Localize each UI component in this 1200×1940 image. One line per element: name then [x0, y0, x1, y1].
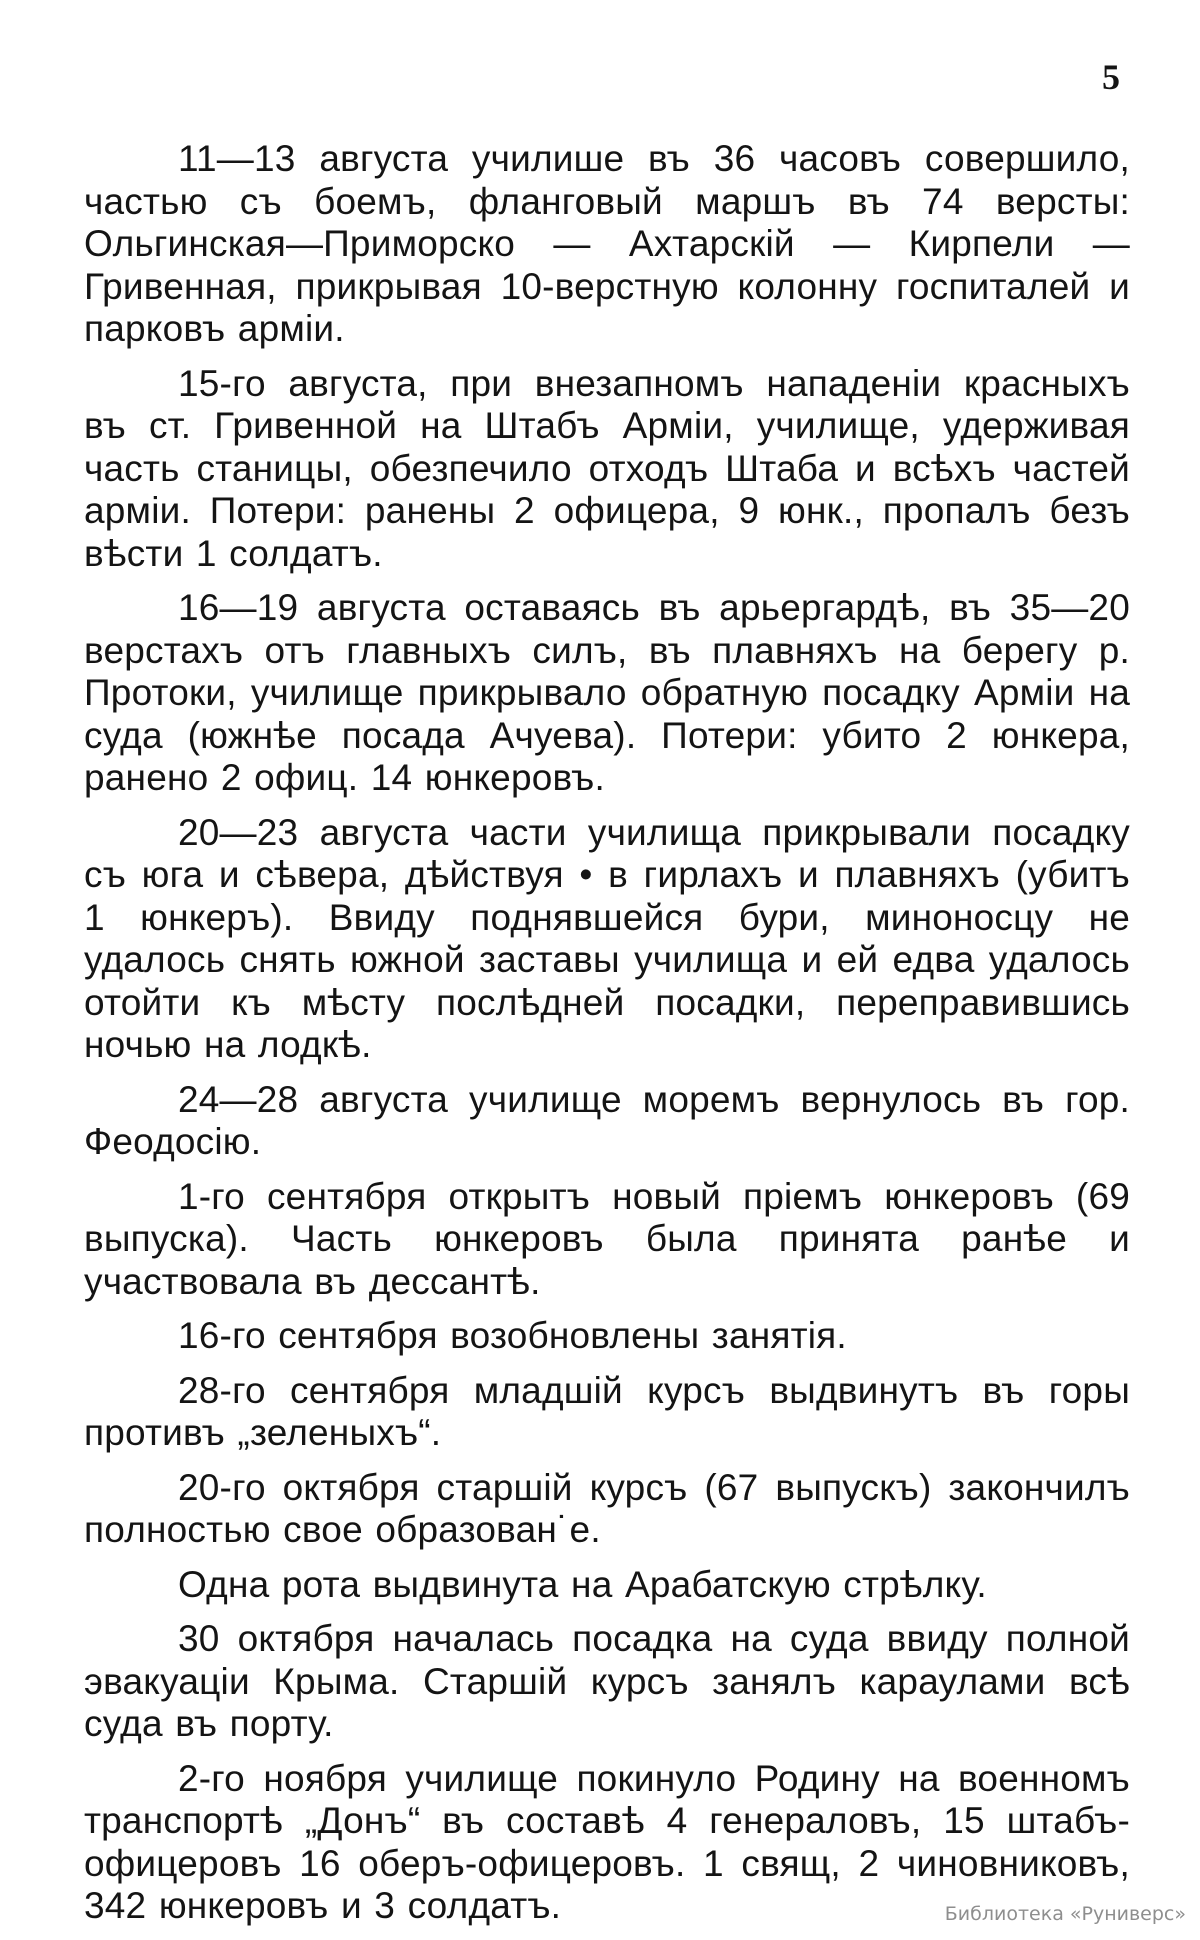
library-watermark: Библиотека «Руниверс» [944, 1903, 1186, 1925]
paragraph-sep-1: 1-го сентября открытъ новый пріемъ юнкеровъ (69 выпуска). Часть юнкеровъ была принята ранѣе и участвовала въ дессантѣ. [84, 1175, 1130, 1302]
page-number: 5 [1102, 57, 1120, 97]
paragraph-aug-11-13: 11—13 августа училише въ 36 часовъ совершило, частью съ боемъ, фланговый маршъ въ 74 версты: Ольгинская—Приморско — Ахтарскій — Кирпели — Гривенная, прикрывая 10-верстную колонну госпиталей и парковъ арміи. [84, 138, 1130, 349]
paragraph-arabat: Одна рота выдвинута на Арабатскую стрѣлку. [178, 1563, 987, 1605]
paragraph-sep-16: 16-го сентября возобновлены занятія. [178, 1315, 847, 1356]
paragraph-oct-20: 20-го октября старшій курсъ (67 выпускъ) закончилъ полностью свое образован˙е. [84, 1466, 1130, 1550]
paragraph-aug-20-23: 20—23 августа части училища прикрывали посадку съ юга и сѣвера, дѣйствуя • в гирлахъ и плавняхъ (убитъ 1 юнкеръ). Ввиду поднявшейся бури, миноносцу не удалось снять южной заставы училища и ей едва удалось отойти къ мѣсту послѣдней посадки, переправившись ночью на лодкѣ. [84, 811, 1130, 1065]
paragraph-sep-28: 28-го сентября младшій курсъ выдвинутъ въ горы противъ „зеленыхъ“. [84, 1369, 1130, 1453]
text-body [84, 138, 1130, 1940]
paragraph-aug-24-28: 24—28 августа училище моремъ вернулось въ гор. Феодосію. [84, 1078, 1130, 1162]
paragraph-nov-2: 2-го ноября училище покинуло Родину на военномъ транспортѣ „Донъ“ въ составѣ 4 генераловъ, 15 штабъ-офицеровъ 16 оберъ-офицеровъ. 1 свящ, 2 чиновниковъ, 342 юнкеровъ и 3 солдатъ. [84, 1757, 1130, 1926]
paragraph-oct-30: 30 октября началась посадка на суда ввиду полной эвакуаціи Крыма. Старшій курсъ занялъ караулами всѣ суда въ порту. [84, 1618, 1130, 1744]
paragraph-aug-15: 15-го августа, при внезапномъ нападеніи красныхъ въ ст. Гривенной на Штабъ Арміи, училище, удерживая часть станицы, обезпечило отходъ Штаба и всѣхъ частей арміи. Потери: ранены 2 офицера, 9 юнк., пропалъ безъ вѣсти 1 солдатъ. [84, 362, 1130, 574]
paragraph-aug-16-19: 16—19 августа оставаясь въ арьергардѣ, въ 35—20 верстахъ отъ главныхъ силъ, въ плавняхъ на берегу р. Протоки, училище прикрывало обратную посадку Арміи на суда (южнѣе посада Ачуева). Потери: убито 2 юнкера, ранено 2 офиц. 14 юнкеровъ. [84, 587, 1130, 798]
